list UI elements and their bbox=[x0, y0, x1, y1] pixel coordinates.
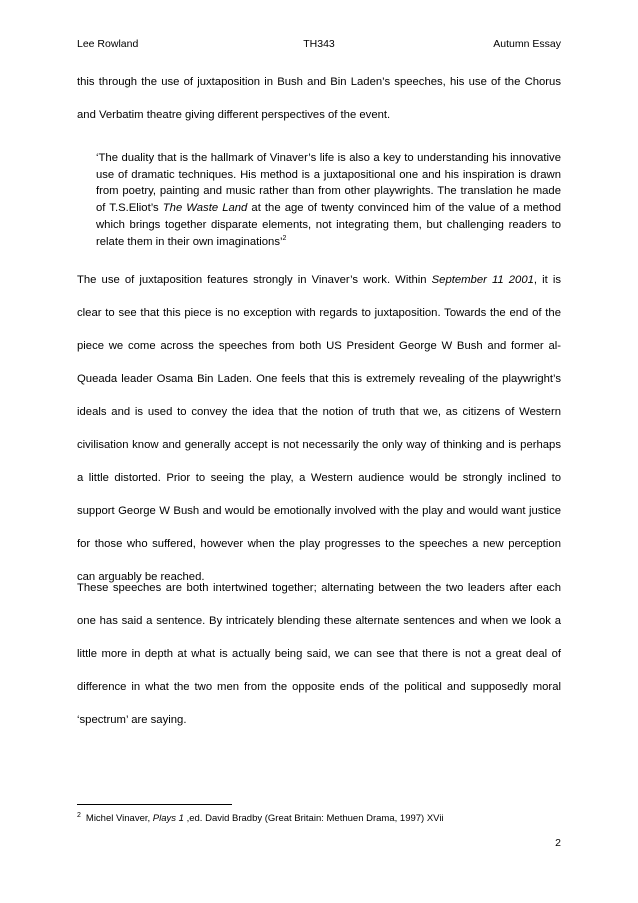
paragraph-1: this through the use of juxtaposition in Bush and Bin Laden’s speeches, his use of the Chorus and Verbatim theatre giving different perspectives of the event. bbox=[77, 76, 561, 121]
page-header bbox=[77, 38, 561, 52]
header-author: Lee Rowland bbox=[77, 38, 139, 50]
footnote-reference: 2 bbox=[282, 234, 287, 242]
footnote-number: 2 bbox=[77, 812, 81, 819]
footnote bbox=[77, 812, 561, 824]
footnote-title: Plays 1 bbox=[152, 813, 184, 825]
play-title-september-11: September 11 2001 bbox=[431, 274, 534, 286]
block-quote bbox=[96, 150, 561, 250]
footnote-after: ,ed. David Bradby (Great Britain: Methuen Drama, 1997) XVii bbox=[183, 813, 444, 825]
quote-after: at the age of twenty convinced him of the value of a method which brings together disparate elements, not integrating them, but challenging readers to relate them in their own imaginations’ bbox=[96, 202, 562, 248]
paragraph-2-after: , it is clear to see that this piece is no exception with regards to juxtaposition. Towards the end of the piece we come across the speeches from both US President George W Bush and former al-Queada leader Osama Bin Laden. One feels that this is extremely revealing of the playwright’s ideals and is used to convey the idea that the notion of truth that we, as citizens of Western civilisation know and generally accept is not necessarily the only way of thinking and is perhaps a little distorted. Prior to seeing the play, a Western audience would be strongly inclined to support George W Bush and would be emotionally involved with the play and would want justice for those who suffered, however when the play progresses to the speeches a new perception can arguably be reached. bbox=[77, 274, 561, 583]
paragraph-2 bbox=[77, 264, 561, 594]
footnote-divider bbox=[77, 804, 232, 805]
footnote-before: Michel Vinaver, bbox=[85, 813, 153, 825]
quote-title-waste-land: The Waste Land bbox=[162, 202, 248, 215]
header-course-code: TH343 bbox=[303, 38, 335, 50]
header-term: Autumn Essay bbox=[493, 38, 561, 50]
paragraph-2-before: The use of juxtaposition features strongly in Vinaver’s work. Within bbox=[77, 274, 432, 286]
paragraph-3: These speeches are both intertwined together; alternating between the two leaders after each one has said a sentence. By intricately blending these alternate sentences and when we look a little more in depth at what is actually being said, we can see that there is not a great deal of difference in what the two men from the opposite ends of the political and supposedly moral ‘spectrum’ are saying. bbox=[77, 582, 561, 726]
page-number: 2 bbox=[555, 837, 561, 849]
quote-before: ‘The duality that is the hallmark of Vinaver’s life is also a key to understanding his innovative use of dramatic techniques. His method is a juxtapositional one and his inspiration is drawn from poetry, painting and music rather than from other playwrights. The translation he made of T.S.Eliot’s bbox=[96, 152, 561, 215]
